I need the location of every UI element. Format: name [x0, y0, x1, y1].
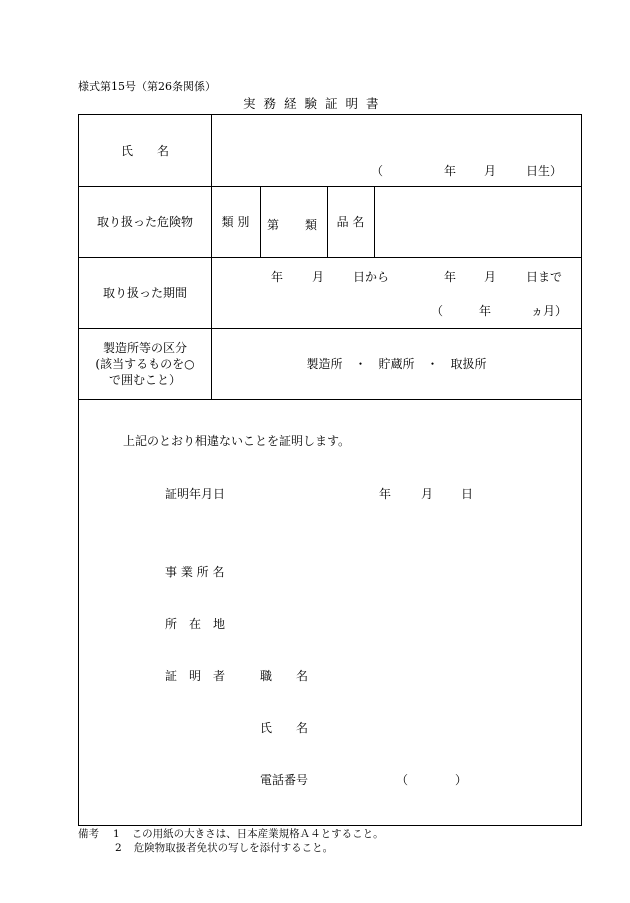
certification-statement: 上記のとおり相違ないことを証明します。 — [123, 434, 351, 448]
phone-label: 電話番号 — [260, 773, 309, 787]
from-year-unit: 年 — [271, 270, 284, 284]
certification-month-unit: 月 — [421, 487, 434, 501]
duration-month-unit: ヵ月） — [531, 304, 568, 318]
certifier-name-label: 氏 名 — [260, 721, 309, 735]
column-divider — [260, 186, 261, 257]
birth-day-unit: 日生） — [526, 164, 563, 178]
note-number: 1 — [113, 828, 120, 840]
hazmat-label-cell — [79, 186, 211, 257]
certification-date-label: 証明年月日 — [165, 487, 226, 501]
certification-day-unit: 日 — [461, 487, 474, 501]
birth-year-unit: 年 — [444, 164, 457, 178]
row-divider — [79, 399, 581, 400]
facility-options: 製造所 ・ 貯蔵所 ・ 取扱所 — [306, 357, 487, 371]
product-label: 品 名 — [336, 215, 365, 229]
address-label: 所 在 地 — [165, 617, 226, 631]
from-day-unit: 日から — [353, 270, 390, 284]
notes-prefix: 備考 — [78, 828, 99, 840]
to-year-unit: 年 — [444, 270, 457, 284]
facility-label-line1: 製造所等の区分 — [102, 340, 187, 355]
notes — [78, 827, 384, 855]
name-label-cell — [79, 115, 211, 186]
birth-month-unit: 月 — [484, 164, 497, 178]
note-number: 2 — [115, 842, 122, 854]
name-label: 氏 名 — [120, 144, 169, 158]
period-label-cell — [79, 257, 211, 328]
category-dai: 第 — [267, 218, 280, 232]
phone-paren-close: ） — [455, 773, 468, 787]
column-divider — [374, 186, 375, 257]
form-number: 様式第15号（第26条関係） — [78, 80, 216, 93]
facility-label-line2: (該当するものを○ — [95, 356, 195, 371]
category-label-cell — [211, 186, 260, 257]
duration-year-unit: 年 — [479, 304, 492, 318]
from-month-unit: 月 — [312, 270, 325, 284]
facility-label-cell — [79, 328, 211, 399]
phone-paren-open: （ — [396, 773, 409, 787]
duration-paren: （ — [431, 304, 444, 318]
birthdate-paren: （ — [371, 164, 384, 178]
office-name-label: 事 業 所 名 — [165, 565, 225, 579]
form-frame — [78, 114, 582, 826]
note-item-1 — [78, 827, 384, 841]
job-title-label: 職 名 — [260, 669, 309, 683]
hazmat-label: 取り扱った危険物 — [96, 215, 193, 229]
note-text: 危険物取扱者免状の写しを添付すること。 — [133, 842, 334, 854]
certification-year-unit: 年 — [379, 487, 392, 501]
certifier-label: 証 明 者 — [165, 669, 226, 683]
product-label-cell — [327, 186, 374, 257]
note-text: この用紙の大きさは、日本産業規格Ａ４とすること。 — [131, 828, 384, 840]
document-title: 実務経験証明書 — [243, 96, 387, 111]
note-item-2 — [78, 841, 384, 855]
period-label: 取り扱った期間 — [102, 286, 187, 300]
category-rui: 類 — [305, 218, 318, 232]
facility-label-line3: で囲むこと） — [108, 372, 181, 387]
to-month-unit: 月 — [484, 270, 497, 284]
to-day-unit: 日まで — [526, 270, 563, 284]
category-label: 類 別 — [221, 215, 250, 229]
